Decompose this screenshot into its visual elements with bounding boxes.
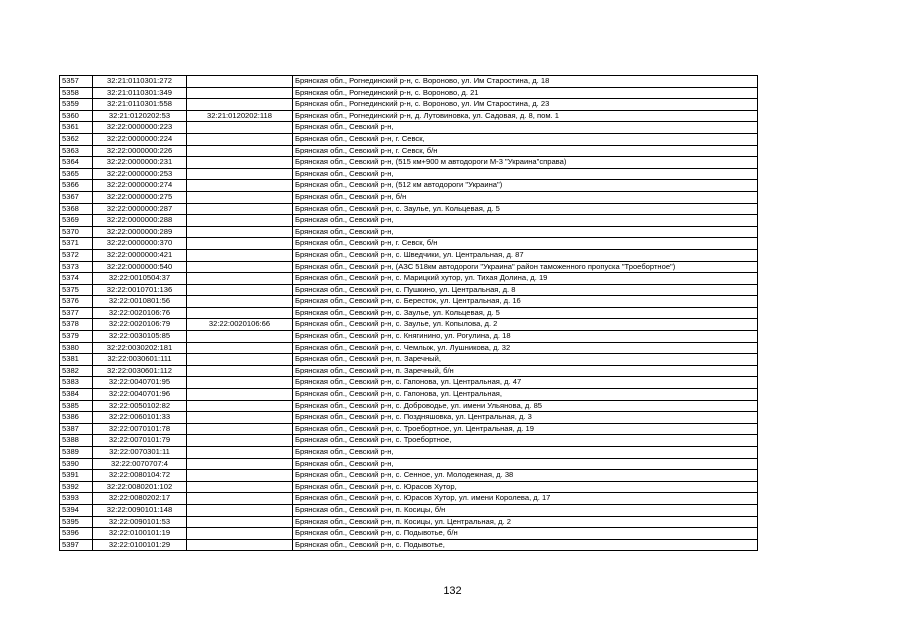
address-cell: Брянская обл., Севский р-н, п. Косицы, ул. Центральная, д. 2 xyxy=(293,516,758,528)
row-number-cell: 5374 xyxy=(60,273,93,285)
table-row xyxy=(60,470,758,482)
previous-cadastral-number-cell xyxy=(187,331,293,343)
table-row xyxy=(60,122,758,134)
table-row xyxy=(60,296,758,308)
address-cell: Брянская обл., Севский р-н, с. Пушкино, ул. Центральная, д. 8 xyxy=(293,284,758,296)
cadastral-number-cell: 32:22:0050102:82 xyxy=(93,400,187,412)
table-row xyxy=(60,145,758,157)
table-row xyxy=(60,435,758,447)
cadastral-number-cell: 32:22:0100101:29 xyxy=(93,539,187,551)
address-cell: Брянская обл., Рогнединский р-н, с. Вороново, ул. Им Старостина, д. 23 xyxy=(293,99,758,111)
row-number-cell: 5377 xyxy=(60,307,93,319)
table-row xyxy=(60,203,758,215)
cadastral-number-cell: 32:22:0000000:275 xyxy=(93,191,187,203)
previous-cadastral-number-cell xyxy=(187,389,293,401)
row-number-cell: 5386 xyxy=(60,412,93,424)
previous-cadastral-number-cell xyxy=(187,470,293,482)
cadastral-number-cell: 32:22:0000000:370 xyxy=(93,238,187,250)
address-cell: Брянская обл., Севский р-н, б/н xyxy=(293,191,758,203)
row-number-cell: 5385 xyxy=(60,400,93,412)
table-row xyxy=(60,191,758,203)
table-row xyxy=(60,528,758,540)
address-cell: Брянская обл., Севский р-н, с. Бересток, ул. Центральная, д. 16 xyxy=(293,296,758,308)
address-cell: Брянская обл., Севский р-н, с. Подывотье, xyxy=(293,539,758,551)
cadastral-number-cell: 32:22:0010801:56 xyxy=(93,296,187,308)
row-number-cell: 5383 xyxy=(60,377,93,389)
previous-cadastral-number-cell xyxy=(187,203,293,215)
previous-cadastral-number-cell xyxy=(187,447,293,459)
address-cell: Брянская обл., Севский р-н, xyxy=(293,226,758,238)
cadastral-number-cell: 32:22:0010504:37 xyxy=(93,273,187,285)
table-row xyxy=(60,226,758,238)
cadastral-number-cell: 32:22:0080202:17 xyxy=(93,493,187,505)
table-row xyxy=(60,157,758,169)
previous-cadastral-number-cell xyxy=(187,168,293,180)
row-number-cell: 5389 xyxy=(60,447,93,459)
row-number-cell: 5384 xyxy=(60,389,93,401)
previous-cadastral-number-cell xyxy=(187,180,293,192)
cadastral-number-cell: 32:22:0030105:85 xyxy=(93,331,187,343)
previous-cadastral-number-cell: 32:22:0020106:66 xyxy=(187,319,293,331)
previous-cadastral-number-cell xyxy=(187,99,293,111)
cadastral-number-cell: 32:22:0000000:223 xyxy=(93,122,187,134)
row-number-cell: 5359 xyxy=(60,99,93,111)
cadastral-number-cell: 32:22:0030601:111 xyxy=(93,354,187,366)
table-row xyxy=(60,319,758,331)
row-number-cell: 5391 xyxy=(60,470,93,482)
table-row xyxy=(60,331,758,343)
previous-cadastral-number-cell xyxy=(187,238,293,250)
address-cell: Брянская обл., Севский р-н, с. Троебортное, ул. Центральная, д. 19 xyxy=(293,423,758,435)
table-row xyxy=(60,516,758,528)
cadastral-number-cell: 32:22:0010701:136 xyxy=(93,284,187,296)
previous-cadastral-number-cell xyxy=(187,423,293,435)
previous-cadastral-number-cell xyxy=(187,76,293,88)
row-number-cell: 5376 xyxy=(60,296,93,308)
cadastral-number-cell: 32:21:0110301:272 xyxy=(93,76,187,88)
table-row xyxy=(60,87,758,99)
table-row xyxy=(60,539,758,551)
address-cell: Брянская обл., Севский р-н, с. Подывотье, б/н xyxy=(293,528,758,540)
cadastral-number-cell: 32:22:0000000:253 xyxy=(93,168,187,180)
table-row xyxy=(60,481,758,493)
previous-cadastral-number-cell xyxy=(187,145,293,157)
row-number-cell: 5365 xyxy=(60,168,93,180)
cadastral-number-cell: 32:22:0040701:96 xyxy=(93,389,187,401)
table-row xyxy=(60,493,758,505)
previous-cadastral-number-cell: 32:21:0120202:118 xyxy=(187,110,293,122)
address-cell: Брянская обл., Севский р-н, с. Доброводье, ул. имени Ульянова, д. 85 xyxy=(293,400,758,412)
cadastral-number-cell: 32:21:0110301:558 xyxy=(93,99,187,111)
previous-cadastral-number-cell xyxy=(187,87,293,99)
cadastral-number-cell: 32:22:0090101:148 xyxy=(93,504,187,516)
table-row xyxy=(60,458,758,470)
previous-cadastral-number-cell xyxy=(187,400,293,412)
row-number-cell: 5364 xyxy=(60,157,93,169)
address-cell: Брянская обл., Севский р-н, с. Троебортное, xyxy=(293,435,758,447)
previous-cadastral-number-cell xyxy=(187,493,293,505)
cadastral-number-cell: 32:22:0070101:78 xyxy=(93,423,187,435)
cadastral-number-cell: 32:22:0070707:4 xyxy=(93,458,187,470)
previous-cadastral-number-cell xyxy=(187,516,293,528)
row-number-cell: 5396 xyxy=(60,528,93,540)
table-row xyxy=(60,447,758,459)
previous-cadastral-number-cell xyxy=(187,412,293,424)
address-cell: Брянская обл., Севский р-н, (512 км автодороги "Украина") xyxy=(293,180,758,192)
cadastral-number-cell: 32:22:0000000:287 xyxy=(93,203,187,215)
address-cell: Брянская обл., Севский р-н, с. Марицкий хутор, ул. Тихая Долина, д. 19 xyxy=(293,273,758,285)
cadastral-number-cell: 32:22:0000000:288 xyxy=(93,215,187,227)
row-number-cell: 5357 xyxy=(60,76,93,88)
table-row xyxy=(60,504,758,516)
address-cell: Брянская обл., Севский р-н, г. Севск, б/н xyxy=(293,238,758,250)
address-cell: Брянская обл., Севский р-н, с. Княгинино, ул. Рогулина, д. 18 xyxy=(293,331,758,343)
row-number-cell: 5387 xyxy=(60,423,93,435)
address-cell: Брянская обл., Рогнединский р-н, с. Вороново, ул. Им Старостина, д. 18 xyxy=(293,76,758,88)
table-row xyxy=(60,168,758,180)
table-row xyxy=(60,180,758,192)
address-cell: Брянская обл., Севский р-н, п. Заречный, xyxy=(293,354,758,366)
table-row xyxy=(60,261,758,273)
row-number-cell: 5379 xyxy=(60,331,93,343)
row-number-cell: 5366 xyxy=(60,180,93,192)
address-cell: Брянская обл., Севский р-н, с. Шведчики, ул. Центральная, д. 87 xyxy=(293,249,758,261)
previous-cadastral-number-cell xyxy=(187,157,293,169)
address-cell: Брянская обл., Севский р-н, xyxy=(293,122,758,134)
row-number-cell: 5363 xyxy=(60,145,93,157)
address-cell: Брянская обл., Севский р-н, с. Гапонова, ул. Центральная, д. 47 xyxy=(293,377,758,389)
cadastral-number-cell: 32:22:0000000:226 xyxy=(93,145,187,157)
row-number-cell: 5394 xyxy=(60,504,93,516)
table-row xyxy=(60,412,758,424)
table-row xyxy=(60,389,758,401)
table-row xyxy=(60,133,758,145)
row-number-cell: 5370 xyxy=(60,226,93,238)
cadastral-number-cell: 32:22:0020106:79 xyxy=(93,319,187,331)
previous-cadastral-number-cell xyxy=(187,377,293,389)
table-row xyxy=(60,307,758,319)
previous-cadastral-number-cell xyxy=(187,307,293,319)
row-number-cell: 5392 xyxy=(60,481,93,493)
table-row xyxy=(60,365,758,377)
cadastral-number-cell: 32:21:0120202:53 xyxy=(93,110,187,122)
address-cell: Брянская обл., Рогнединский р-н, д. Лутовиновка, ул. Садовая, д. 8, пом. 1 xyxy=(293,110,758,122)
row-number-cell: 5390 xyxy=(60,458,93,470)
table-row xyxy=(60,238,758,250)
previous-cadastral-number-cell xyxy=(187,435,293,447)
cadastral-number-cell: 32:22:0100101:19 xyxy=(93,528,187,540)
cadastral-number-cell: 32:22:0000000:540 xyxy=(93,261,187,273)
address-cell: Брянская обл., Севский р-н, xyxy=(293,447,758,459)
cadastral-number-cell: 32:22:0070301:11 xyxy=(93,447,187,459)
table-row xyxy=(60,354,758,366)
address-cell: Брянская обл., Севский р-н, xyxy=(293,168,758,180)
previous-cadastral-number-cell xyxy=(187,539,293,551)
row-number-cell: 5360 xyxy=(60,110,93,122)
address-cell: Брянская обл., Севский р-н, с. Заулье, ул. Кольцевая, д. 5 xyxy=(293,307,758,319)
table-row xyxy=(60,215,758,227)
cadastral-number-cell: 32:22:0040701:95 xyxy=(93,377,187,389)
row-number-cell: 5361 xyxy=(60,122,93,134)
address-cell: Брянская обл., Севский р-н, с. Чемлыж, ул. Лушникова, д. 32 xyxy=(293,342,758,354)
previous-cadastral-number-cell xyxy=(187,215,293,227)
address-cell: Брянская обл., Севский р-н, (АЗС 518км автодороги "Украина" район таможенного пропуска "Троебортное") xyxy=(293,261,758,273)
previous-cadastral-number-cell xyxy=(187,354,293,366)
previous-cadastral-number-cell xyxy=(187,191,293,203)
address-cell: Брянская обл., Севский р-н, с. Гапонова, ул. Центральная, xyxy=(293,389,758,401)
table-row xyxy=(60,284,758,296)
row-number-cell: 5380 xyxy=(60,342,93,354)
cadastral-number-cell: 32:22:0020106:76 xyxy=(93,307,187,319)
previous-cadastral-number-cell xyxy=(187,481,293,493)
cadastral-number-cell: 32:22:0000000:231 xyxy=(93,157,187,169)
table-row xyxy=(60,99,758,111)
cadastral-number-cell: 32:22:0080201:102 xyxy=(93,481,187,493)
cadastral-number-cell: 32:22:0090101:53 xyxy=(93,516,187,528)
previous-cadastral-number-cell xyxy=(187,528,293,540)
previous-cadastral-number-cell xyxy=(187,296,293,308)
cadastral-number-cell: 32:22:0030202:181 xyxy=(93,342,187,354)
cadastral-number-cell: 32:22:0030601:112 xyxy=(93,365,187,377)
previous-cadastral-number-cell xyxy=(187,342,293,354)
address-cell: Брянская обл., Севский р-н, с. Сенное, ул. Молодежная, д. 38 xyxy=(293,470,758,482)
row-number-cell: 5388 xyxy=(60,435,93,447)
table-row xyxy=(60,110,758,122)
address-cell: Брянская обл., Севский р-н, xyxy=(293,215,758,227)
row-number-cell: 5381 xyxy=(60,354,93,366)
cadastral-number-cell: 32:21:0110301:349 xyxy=(93,87,187,99)
row-number-cell: 5397 xyxy=(60,539,93,551)
row-number-cell: 5358 xyxy=(60,87,93,99)
previous-cadastral-number-cell xyxy=(187,249,293,261)
address-cell: Брянская обл., Севский р-н, с. Юрасов Хутор, ул. имени Королева, д. 17 xyxy=(293,493,758,505)
property-table xyxy=(59,75,758,551)
row-number-cell: 5393 xyxy=(60,493,93,505)
table-row xyxy=(60,400,758,412)
cadastral-number-cell: 32:22:0000000:421 xyxy=(93,249,187,261)
address-cell: Брянская обл., Севский р-н, (515 км+900 м автодороги М-3 "Украина"справа) xyxy=(293,157,758,169)
property-table-body xyxy=(60,76,758,551)
cadastral-number-cell: 32:22:0080104:72 xyxy=(93,470,187,482)
row-number-cell: 5373 xyxy=(60,261,93,273)
address-cell: Брянская обл., Севский р-н, с. Юрасов Хутор, xyxy=(293,481,758,493)
table-row xyxy=(60,342,758,354)
previous-cadastral-number-cell xyxy=(187,284,293,296)
address-cell: Брянская обл., Севский р-н, г. Севск, б/н xyxy=(293,145,758,157)
previous-cadastral-number-cell xyxy=(187,458,293,470)
row-number-cell: 5369 xyxy=(60,215,93,227)
row-number-cell: 5367 xyxy=(60,191,93,203)
row-number-cell: 5395 xyxy=(60,516,93,528)
cadastral-number-cell: 32:22:0060101:33 xyxy=(93,412,187,424)
address-cell: Брянская обл., Севский р-н, п. Косицы, б/н xyxy=(293,504,758,516)
cadastral-number-cell: 32:22:0000000:224 xyxy=(93,133,187,145)
table-row xyxy=(60,273,758,285)
page-number: 132 xyxy=(443,585,462,597)
previous-cadastral-number-cell xyxy=(187,273,293,285)
previous-cadastral-number-cell xyxy=(187,261,293,273)
previous-cadastral-number-cell xyxy=(187,122,293,134)
row-number-cell: 5375 xyxy=(60,284,93,296)
table-row xyxy=(60,377,758,389)
cadastral-number-cell: 32:22:0000000:289 xyxy=(93,226,187,238)
row-number-cell: 5368 xyxy=(60,203,93,215)
cadastral-number-cell: 32:22:0070101:79 xyxy=(93,435,187,447)
previous-cadastral-number-cell xyxy=(187,133,293,145)
address-cell: Брянская обл., Севский р-н, п. Заречный, б/н xyxy=(293,365,758,377)
address-cell: Брянская обл., Севский р-н, xyxy=(293,458,758,470)
address-cell: Брянская обл., Севский р-н, с. Заулье, ул. Копылова, д. 2 xyxy=(293,319,758,331)
row-number-cell: 5371 xyxy=(60,238,93,250)
table-row xyxy=(60,76,758,88)
table-row xyxy=(60,423,758,435)
previous-cadastral-number-cell xyxy=(187,226,293,238)
address-cell: Брянская обл., Рогнединский р-н, с. Вороново, д. 21 xyxy=(293,87,758,99)
cadastral-number-cell: 32:22:0000000:274 xyxy=(93,180,187,192)
row-number-cell: 5378 xyxy=(60,319,93,331)
address-cell: Брянская обл., Севский р-н, с. Заулье, ул. Кольцевая, д. 5 xyxy=(293,203,758,215)
table-row xyxy=(60,249,758,261)
row-number-cell: 5362 xyxy=(60,133,93,145)
previous-cadastral-number-cell xyxy=(187,504,293,516)
row-number-cell: 5382 xyxy=(60,365,93,377)
address-cell: Брянская обл., Севский р-н, с. Поздняшовка, ул. Центральная, д. 3 xyxy=(293,412,758,424)
address-cell: Брянская обл., Севский р-н, г. Севск, xyxy=(293,133,758,145)
previous-cadastral-number-cell xyxy=(187,365,293,377)
row-number-cell: 5372 xyxy=(60,249,93,261)
